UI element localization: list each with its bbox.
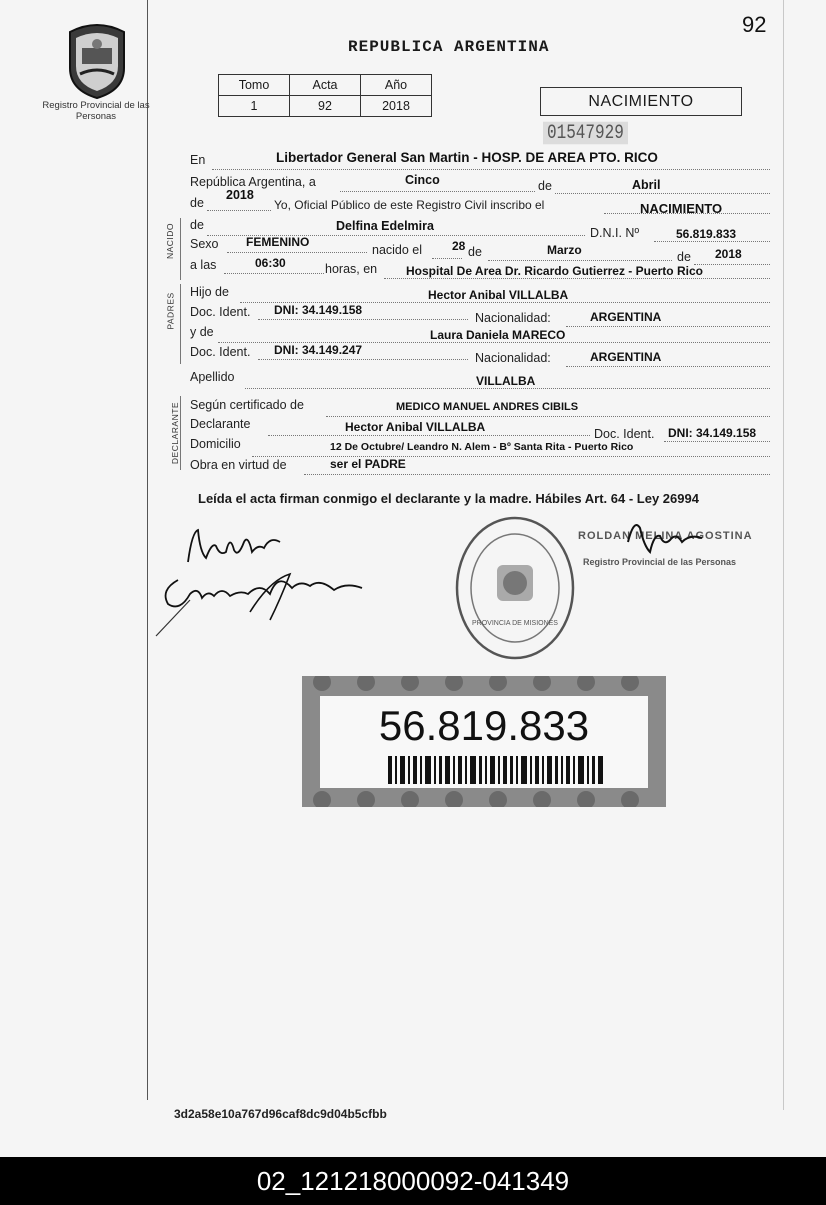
label-sexo: Sexo	[190, 237, 219, 251]
value-madre: Laura Daniela MARECO	[430, 328, 566, 342]
official-seal-stamp	[453, 513, 578, 663]
label-horas-en: horas, en	[325, 262, 378, 276]
footer-bar	[0, 1157, 826, 1205]
label-yo: Yo, Oficial Público de este Registro Civil inscribo el	[274, 198, 545, 212]
registry-name: Registro Provincial de las Personas	[42, 100, 150, 122]
signatory-name: ROLDAN MELINA AGOSTINA	[578, 530, 753, 542]
value-dni: 56.819.833	[676, 227, 737, 241]
act-type-box: NACIMIENTO	[540, 87, 742, 116]
seal-text: PROVINCIA DE MISIONES	[472, 620, 558, 627]
label-en: En	[190, 153, 206, 167]
section-divider	[180, 396, 181, 470]
side-label-nacido: NACIDO	[165, 222, 176, 260]
footer-filename: 02_121218000092-041349	[256, 1166, 570, 1196]
side-label-declarante: DECLARANTE	[170, 401, 181, 465]
document-title: REPUBLICA ARGENTINA	[348, 38, 550, 56]
label-y-de: y de	[190, 325, 214, 339]
label-domicilio: Domicilio	[190, 437, 241, 451]
value-padre: Hector Anibal VILLALBA	[428, 288, 569, 302]
page-number: 92	[742, 12, 767, 37]
label-de-mes: de	[468, 245, 482, 259]
label-de-anio-nac: de	[677, 250, 691, 264]
left-margin-line	[147, 0, 148, 1100]
value-mes-nac: Marzo	[547, 243, 582, 257]
value-lugar: Libertador General San Martin - HOSP. DE AREA PTO. RICO	[276, 150, 658, 165]
label-apellido: Apellido	[190, 370, 235, 384]
value-nombre: Delfina Edelmira	[336, 219, 434, 233]
label-hijo-de: Hijo de	[190, 285, 229, 299]
table-header-acta: Acta	[290, 75, 361, 96]
dni-sticker-number: 56.819.833	[378, 702, 590, 749]
value-anio-acta: 2018	[226, 188, 254, 202]
value-dia-letras: Cinco	[405, 173, 440, 187]
label-nacido-el: nacido el	[372, 243, 423, 257]
value-certificado: MEDICO MANUEL ANDRES CIBILS	[396, 401, 579, 413]
value-dia-nac: 28	[452, 239, 466, 253]
value-anio-nac: 2018	[715, 247, 742, 261]
table-header-anio: Año	[361, 75, 432, 96]
value-madre-nac: ARGENTINA	[590, 350, 662, 364]
serial-number: 01547929	[543, 122, 628, 145]
label-doc-madre: Doc. Ident.	[190, 345, 251, 359]
value-mes-acta: Abril	[632, 178, 661, 192]
value-lugar-nac: Hospital De Area Dr. Ricardo Gutierrez - Puerto Rico	[406, 264, 703, 278]
table-value-anio: 2018	[361, 96, 432, 117]
provincial-crest-logo	[62, 18, 132, 100]
value-madre-doc: DNI: 34.149.247	[274, 343, 363, 357]
section-divider	[180, 284, 181, 364]
side-label-padres: PADRES	[165, 292, 176, 330]
signature-madre	[150, 560, 380, 640]
table-value-acta: 92	[290, 96, 361, 117]
value-tipo: NACIMIENTO	[640, 201, 723, 216]
barcode	[388, 756, 608, 784]
label-segun: Según certificado de	[190, 398, 304, 412]
value-padre-doc: DNI: 34.149.158	[274, 303, 363, 317]
dni-sticker	[302, 676, 666, 807]
closing-statement: Leída el acta firman conmigo el declarante y la madre. Hábiles Art. 64 - Ley 26994	[198, 491, 699, 506]
section-divider	[180, 218, 181, 280]
document-hash: 3d2a58e10a767d96caf8dc9d04b5cfbb	[174, 1107, 387, 1121]
label-nacionalidad-padre: Nacionalidad:	[475, 311, 551, 325]
dotted-line	[555, 179, 770, 194]
label-dni: D.N.I. Nº	[590, 226, 640, 240]
label-de: de	[538, 179, 552, 193]
label-obra: Obra en virtud de	[190, 458, 287, 472]
value-apellido: VILLALBA	[476, 374, 536, 388]
value-declarante-doc: DNI: 34.149.158	[668, 426, 757, 440]
label-nacionalidad-madre: Nacionalidad:	[475, 351, 551, 365]
tomo-acta-anio-table	[218, 74, 432, 117]
value-declarante: Hector Anibal VILLALBA	[345, 420, 486, 434]
label-republica: República Argentina, a	[190, 175, 316, 189]
value-domicilio: 12 De Octubre/ Leandro N. Alem - Bº Santa Rita - Puerto Rico	[330, 441, 634, 453]
value-hora: 06:30	[255, 256, 286, 270]
signature-officer	[620, 512, 710, 560]
value-sexo: FEMENINO	[246, 235, 310, 249]
label-doc-padre: Doc. Ident.	[190, 305, 251, 319]
label-de-anio: de	[190, 196, 204, 210]
label-a-las: a las	[190, 258, 217, 272]
value-padre-nac: ARGENTINA	[590, 310, 662, 324]
sticker-label-area	[320, 696, 648, 788]
table-header-tomo: Tomo	[219, 75, 290, 96]
value-obra: ser el PADRE	[330, 457, 406, 471]
label-doc-declarante: Doc. Ident.	[594, 427, 655, 441]
signatory-org: Registro Provincial de las Personas	[583, 557, 737, 567]
table-value-tomo: 1	[219, 96, 290, 117]
label-declarante: Declarante	[190, 417, 251, 431]
label-de-nombre: de	[190, 218, 204, 232]
right-margin-line	[783, 0, 784, 1110]
